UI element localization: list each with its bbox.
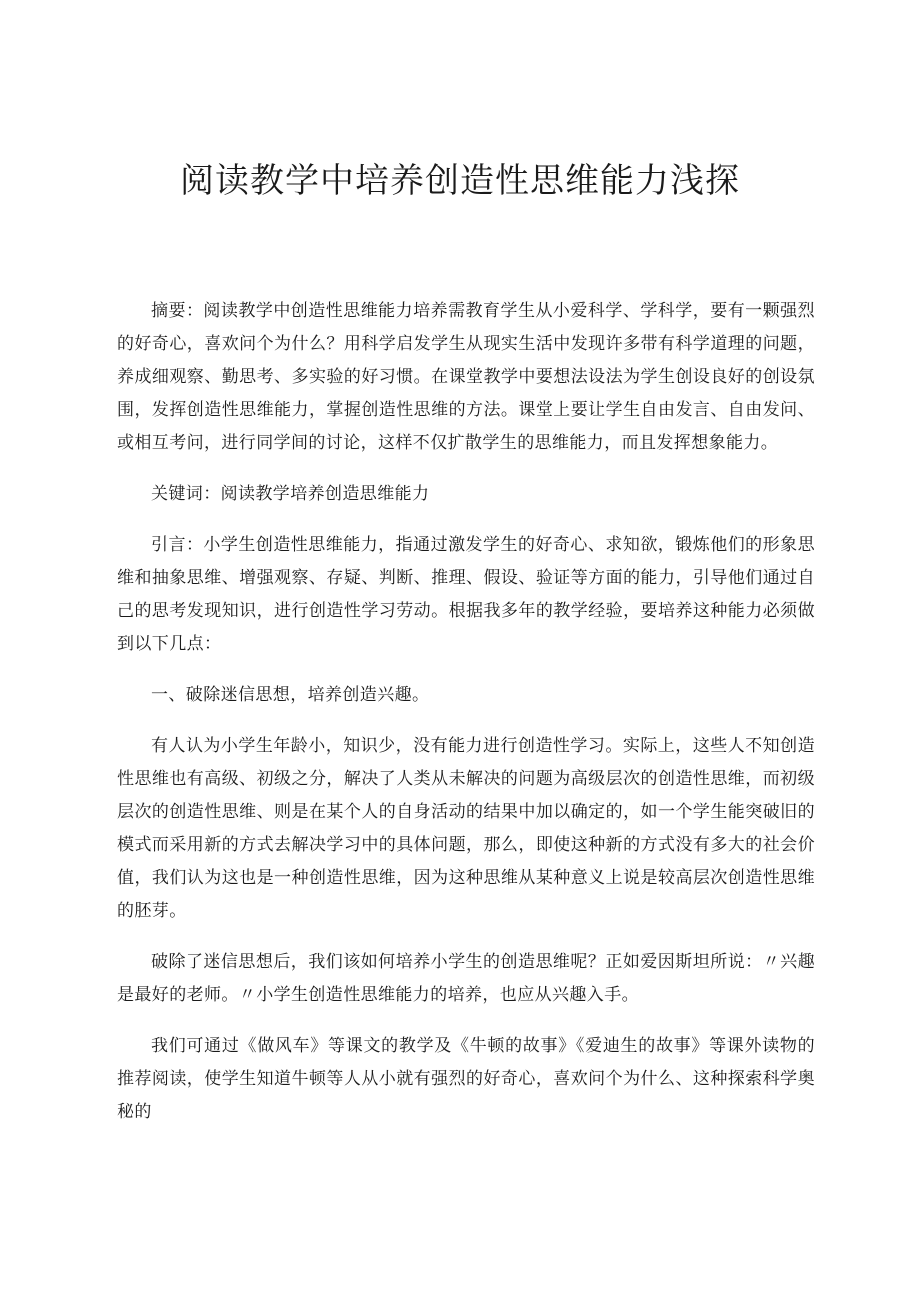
document-body xyxy=(117,295,815,1147)
body-paragraph: 我们可通过《做风车》等课文的教学及《牛顿的故事》《爱迪生的故事》等课外读物的推荐阅读，使学生知道牛顿等人从小就有强烈的好奇心，喜欢问个为什么、这种探索科学奥秘的 xyxy=(117,1036,815,1122)
body-paragraph: 破除了迷信思想后，我们该如何培养小学生的创造思维呢？正如爱因斯坦所说：〃兴趣是最好的老师。〃小学生创造性思维能力的培养，也应从兴趣入手。 xyxy=(117,952,815,1005)
abstract-paragraph: 摘要：阅读教学中创造性思维能力培养需教育学生从小爱科学、学科学，要有一颗强烈的好奇心，喜欢问个为什么？用科学启发学生从现实生活中发现许多带有科学道理的问题，养成细观察、勤思考、多实验的好习惯。在课堂教学中要想法设法为学生创设良好的创设氛围，发挥创造性思维能力，掌握创造性思维的方法。课堂上要让学生自由发言、自由发问、或相互考问，进行同学间的讨论，这样不仅扩散学生的思维能力，而且发挥想象能力。 xyxy=(117,301,815,453)
body-paragraph: 有人认为小学生年龄小，知识少，没有能力进行创造性学习。实际上，这些人不知创造性思维也有高级、初级之分，解决了人类从未解决的问题为高级层次的创造性思维，而初级层次的创造性思维、则是在某个人的自身活动的结果中加以确定的，如一个学生能突破旧的模式而采用新的方式去解决学习中的具体问题，那么，即使这种新的方式没有多大的社会价值，我们认为这也是一种创造性思维，因为这种思维从某种意义上说是较高层次创造性思维的胚芽。 xyxy=(117,736,815,921)
document-title: 阅读教学中培养创造性思维能力浅探 xyxy=(180,161,740,201)
section-heading: 一、破除迷信思想，培养创造兴趣。 xyxy=(151,685,430,705)
introduction-paragraph: 引言：小学生创造性思维能力，指通过激发学生的好奇心、求知欲，锻炼他们的形象思维和抽象思维、增强观察、存疑、判断、推理、假设、验证等方面的能力，引导他们通过自己的思考发现知识，进行创造性学习劳动。根据我多年的教学经验，要培养这种能力必须做到以下几点： xyxy=(117,535,815,654)
keywords-paragraph: 关键词：阅读教学培养创造思维能力 xyxy=(151,484,430,504)
